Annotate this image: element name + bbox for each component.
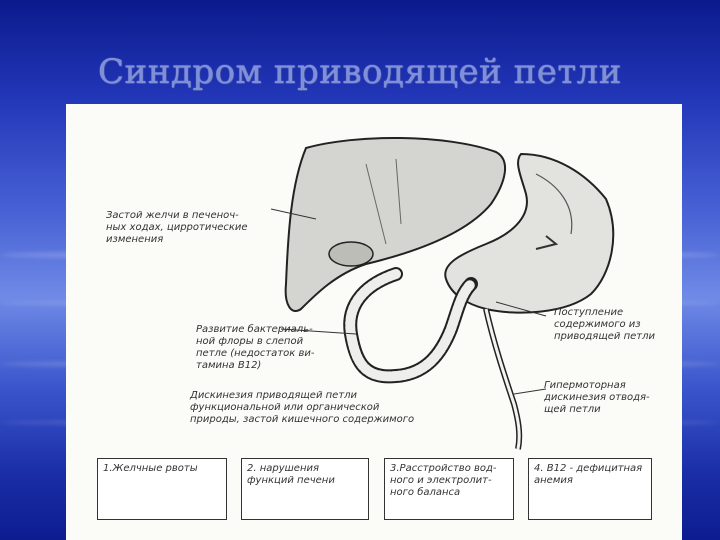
box-liver-dysfunction: 2. нарушения функций печени [241, 458, 369, 520]
label-afferent-dyskinesia: Дискинезия приводящей петли функциональной или органической природы, застой кишечного содержимого [190, 390, 415, 425]
slide-title: Синдром приводящей петли [98, 52, 622, 92]
label-bacterial-flora: Развитие бактериаль- ной флоры в слепой петле (недостаток ви- тамина B12) [196, 324, 315, 371]
label-afferent-inflow: Поступление содержимого из приводящей петли [554, 307, 655, 342]
box-bile-vomiting: 1.Желчные рвоты [97, 458, 227, 520]
figure-panel [66, 104, 682, 540]
label-bile-stasis: Застой желчи в печеноч- ных ходах, цирротические изменения [106, 210, 248, 245]
box-b12-anemia: 4. B12 - дефицитная анемия [528, 458, 652, 520]
box-electrolyte-balance: 3.Расстройство вод- ного и электролит- ного баланса [384, 458, 514, 520]
label-efferent-dyskinesia: Гипермоторная дискинезия отводя- щей петли [544, 380, 650, 415]
gallbladder-shape [329, 242, 373, 266]
